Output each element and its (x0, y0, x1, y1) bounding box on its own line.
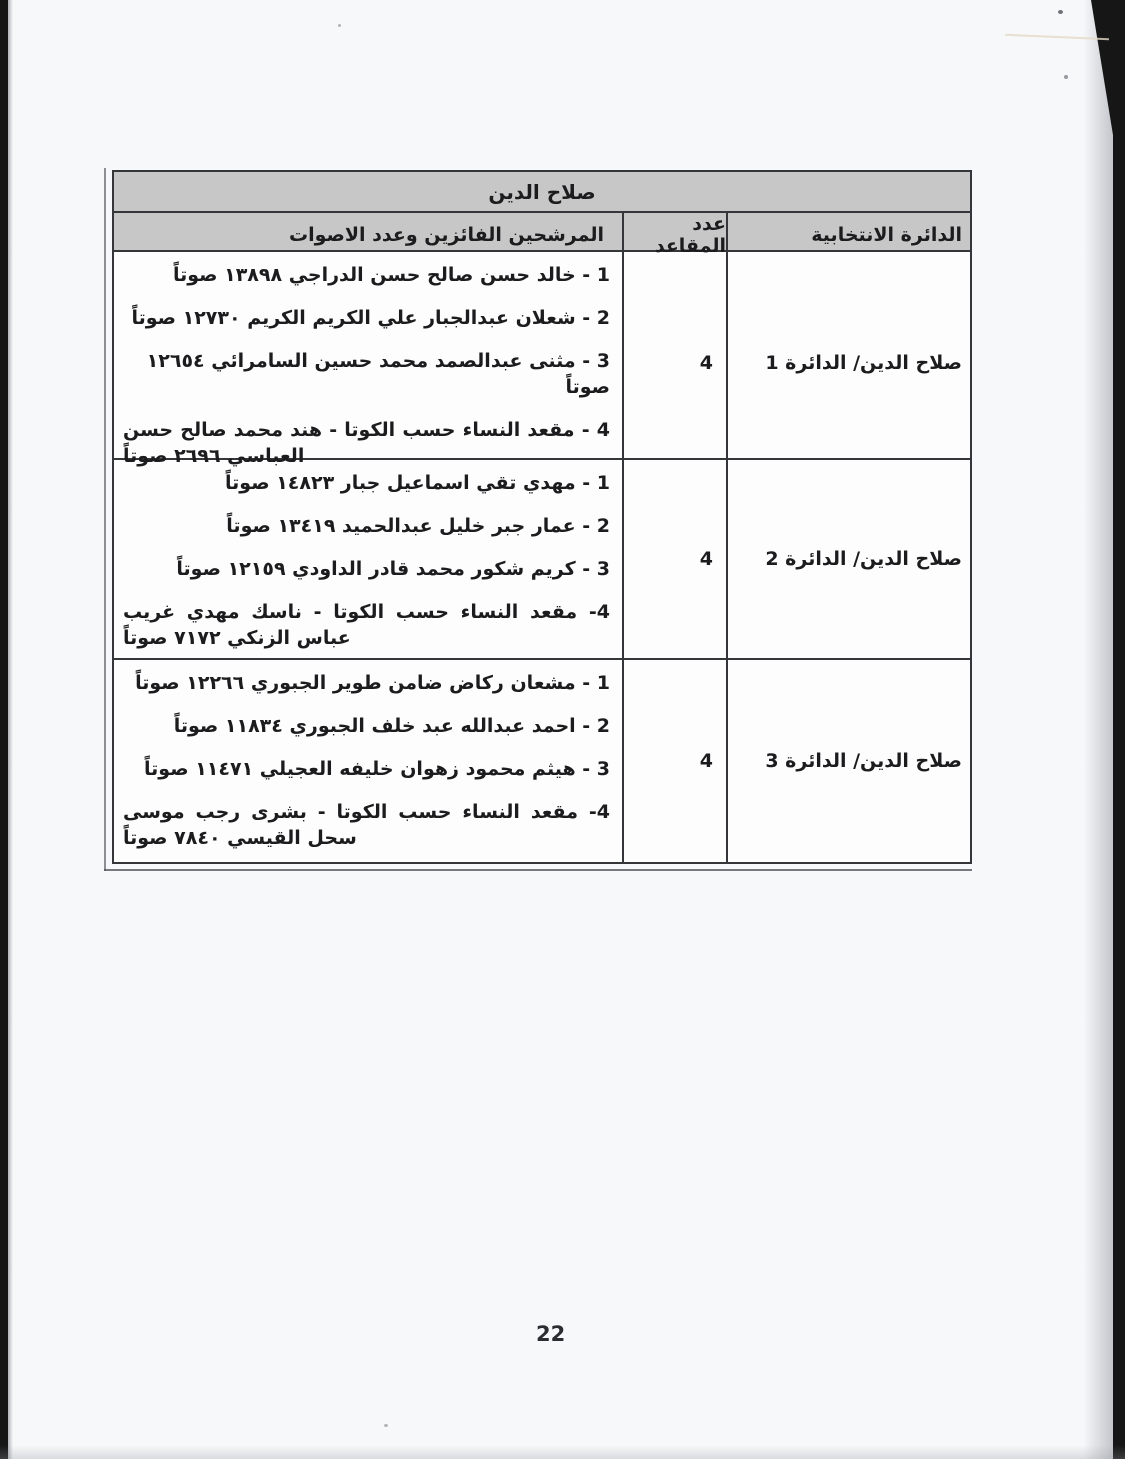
candidate-item: 4- مقعد النساء حسب الكوتا - بشرى رجب موسى سحل القيسي ٧٨٤٠ صوتاً (123, 801, 610, 849)
page-number: 22 (536, 1322, 566, 1346)
candidate-item: 2 - شعلان عبدالجبار علي الكريم الكريم ١٢٧٣٠ صوتاً (131, 307, 610, 329)
paper-edge-shadow (1083, 0, 1113, 1459)
seats-cell: 4 (622, 252, 726, 473)
table-row-district-1 (114, 252, 970, 467)
candidate-item: 4 - مقعد النساء حسب الكوتا - هند محمد صالح حسن العباسي ٢٦٩٦ صوتاً (123, 419, 610, 467)
column-header-district: الدائرة الانتخابية (726, 213, 970, 257)
table-row-district-2 (114, 460, 970, 660)
candidates-cell (114, 660, 622, 862)
table-row-district-3 (114, 660, 970, 862)
table-header-row (114, 213, 970, 257)
candidate-item: 4- مقعد النساء حسب الكوتا - ناسك مهدي غريب عباس الزنكي ٧١٧٢ صوتاً (123, 601, 610, 649)
candidate-item: 3 - هيثم محمود زهوان خليفه العجيلي ١١٤٧١ صوتاً (144, 758, 610, 780)
scan-speck (1058, 10, 1063, 14)
candidate-item: 1 - خالد حسن صالح حسن الدراجي ١٣٨٩٨ صوتاً (172, 264, 610, 286)
column-header-candidates: المرشحين الفائزين وعدد الاصوات (289, 224, 604, 246)
candidates-cell (114, 460, 622, 658)
table-title: صلاح الدين (114, 172, 970, 213)
candidate-item: 3 - كريم شكور محمد قادر الداودي ١٢١٥٩ صوتاً (176, 558, 610, 580)
candidates-cell (114, 252, 622, 473)
candidate-item: 2 - عمار جبر خليل عبدالحميد ١٣٤١٩ صوتاً (226, 515, 610, 537)
seats-cell: 4 (622, 660, 726, 862)
candidate-item: 1 - مشعان ركاض ضامن طوير الجبوري ١٢٢٦٦ صوتاً (135, 672, 610, 694)
scan-edge-right (1113, 0, 1125, 1459)
election-results-table (112, 170, 972, 864)
scan-edge-bottom (0, 1445, 1125, 1459)
scan-speck (338, 24, 341, 27)
district-cell: صلاح الدين/ الدائرة 2 (726, 460, 970, 658)
district-cell: صلاح الدين/ الدائرة 1 (726, 252, 970, 473)
scan-speck (1064, 75, 1068, 79)
scan-speck (384, 1424, 388, 1427)
district-cell: صلاح الدين/ الدائرة 3 (726, 660, 970, 862)
column-header-seats: عدد المقاعد (622, 213, 726, 257)
seats-cell: 4 (622, 460, 726, 658)
scan-edge-left (0, 0, 8, 1459)
candidate-item: 2 - احمد عبدالله عبد خلف الجبوري ١١٨٣٤ صوتاً (173, 715, 610, 737)
candidate-item: 3 - مثنى عبدالصمد محمد حسين السامرائي ١٢٦٥٤ صوتاً (146, 350, 610, 398)
candidate-item: 1 - مهدي تقي اسماعيل جبار ١٤٨٢٣ صوتاً (225, 472, 610, 494)
